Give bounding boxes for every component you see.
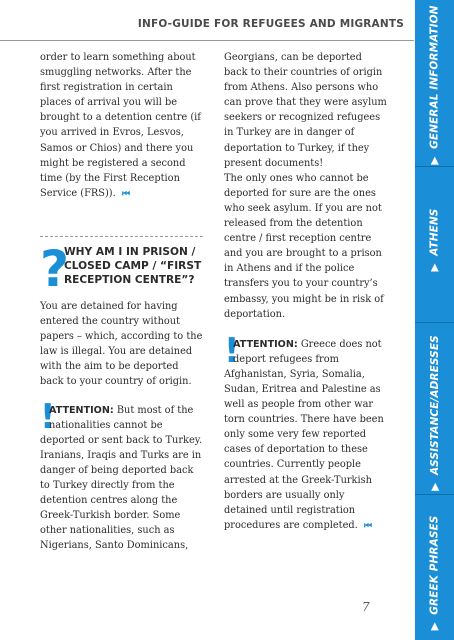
attention-note xyxy=(224,330,388,534)
header-title: INFO-GUIDE FOR REFUGEES AND MIGRANTS xyxy=(137,18,404,30)
triangle-marker-icon: ▶ xyxy=(428,263,441,272)
prison-question-section xyxy=(40,236,203,554)
sidebar-tab-label: GENERAL INFORMATION xyxy=(428,5,441,149)
exclamation-icon: ! xyxy=(224,330,240,371)
right-column xyxy=(224,50,388,534)
right-paragraph-1: Georgians, can be deported back to their countries of origin from Athens. Also persons who can prove that they were asylum seekers or recognized refugees in Turkey are in danger of deportation to Turkey, if they present documents! xyxy=(224,52,387,169)
sidebar-tab-label: ASSISTANCE/ADRESSES xyxy=(428,335,441,476)
sidebar-divider xyxy=(415,494,454,495)
sidebar-divider xyxy=(415,166,454,167)
triangle-marker-icon: ▶ xyxy=(428,622,441,631)
question-mark-icon: ? xyxy=(40,240,70,298)
back-to-top-icon[interactable]: ⏮ xyxy=(121,188,129,199)
intro-text: order to learn something about smuggling networks. After the first registration in certain places of arrival you will be brought to a detention centre (if you arrived in Evros, Lesvos, Samos or Chios) and there you might be registered a second time (by the First Reception Service (FRS)). xyxy=(40,52,201,199)
exclamation-icon: ! xyxy=(40,396,56,437)
section-sidebar xyxy=(415,0,454,640)
attention-note xyxy=(40,396,203,554)
attention-label: ATTENTION: xyxy=(233,338,298,350)
sidebar-tab-greek-phrases[interactable] xyxy=(415,510,454,636)
sidebar-divider xyxy=(415,322,454,323)
sidebar-tab-label: GREEK PHRASES xyxy=(428,515,441,615)
sidebar-tab-general-information[interactable] xyxy=(415,5,454,165)
page-number: 7 xyxy=(362,600,370,614)
page-header xyxy=(0,0,414,41)
triangle-marker-icon: ▶ xyxy=(428,482,441,491)
section-body: You are detained for having entered the country without papers – which, according to the law is illegal. You are detained with the aim to be deported back to your country of origin. xyxy=(40,301,203,388)
section-heading: WHY AM I IN PRISON / CLOSED CAMP / “FIRST RECEPTION CENTRE”? xyxy=(64,246,202,286)
attention-text: Greece does not deport refugees from Afghanistan, Syria, Somalia, Sudan, Eritrea and Palestine as well as people from other war torn countries. There have been only some very few reported cases of deportation to these countries. Currently people arrested at the Greek-Turkish borders are usually only detained until registration procedures are completed. xyxy=(224,338,384,531)
left-column xyxy=(40,50,203,202)
attention-label: ATTENTION: xyxy=(49,404,114,416)
attention-text: But most of the nationalities cannot be deported or sent back to Turkey. Iranians, Iraqis and Turks are in danger of being deported back to Turkey directly from the detention centres along the Greek-Turkish border. Some other nationalities, such as Nigerians, Santo Dominicans, xyxy=(40,404,203,552)
triangle-marker-icon: ▶ xyxy=(428,156,441,165)
sidebar-tab-assistance-adresses[interactable] xyxy=(415,335,454,491)
sidebar-tab-label: ATHENS xyxy=(428,208,441,256)
back-to-top-icon[interactable]: ⏮ xyxy=(364,520,371,531)
sidebar-tab-athens[interactable] xyxy=(415,200,454,280)
right-paragraph-2: The only ones who cannot be deported for sure are the ones who seek asylum. If you are not released from the detention centre / first reception centre and you are brought to a prison in Athens and if the police transfers you to your country’s embassy, you might be in risk of deportation. xyxy=(224,172,384,320)
intro-paragraph xyxy=(40,50,203,202)
